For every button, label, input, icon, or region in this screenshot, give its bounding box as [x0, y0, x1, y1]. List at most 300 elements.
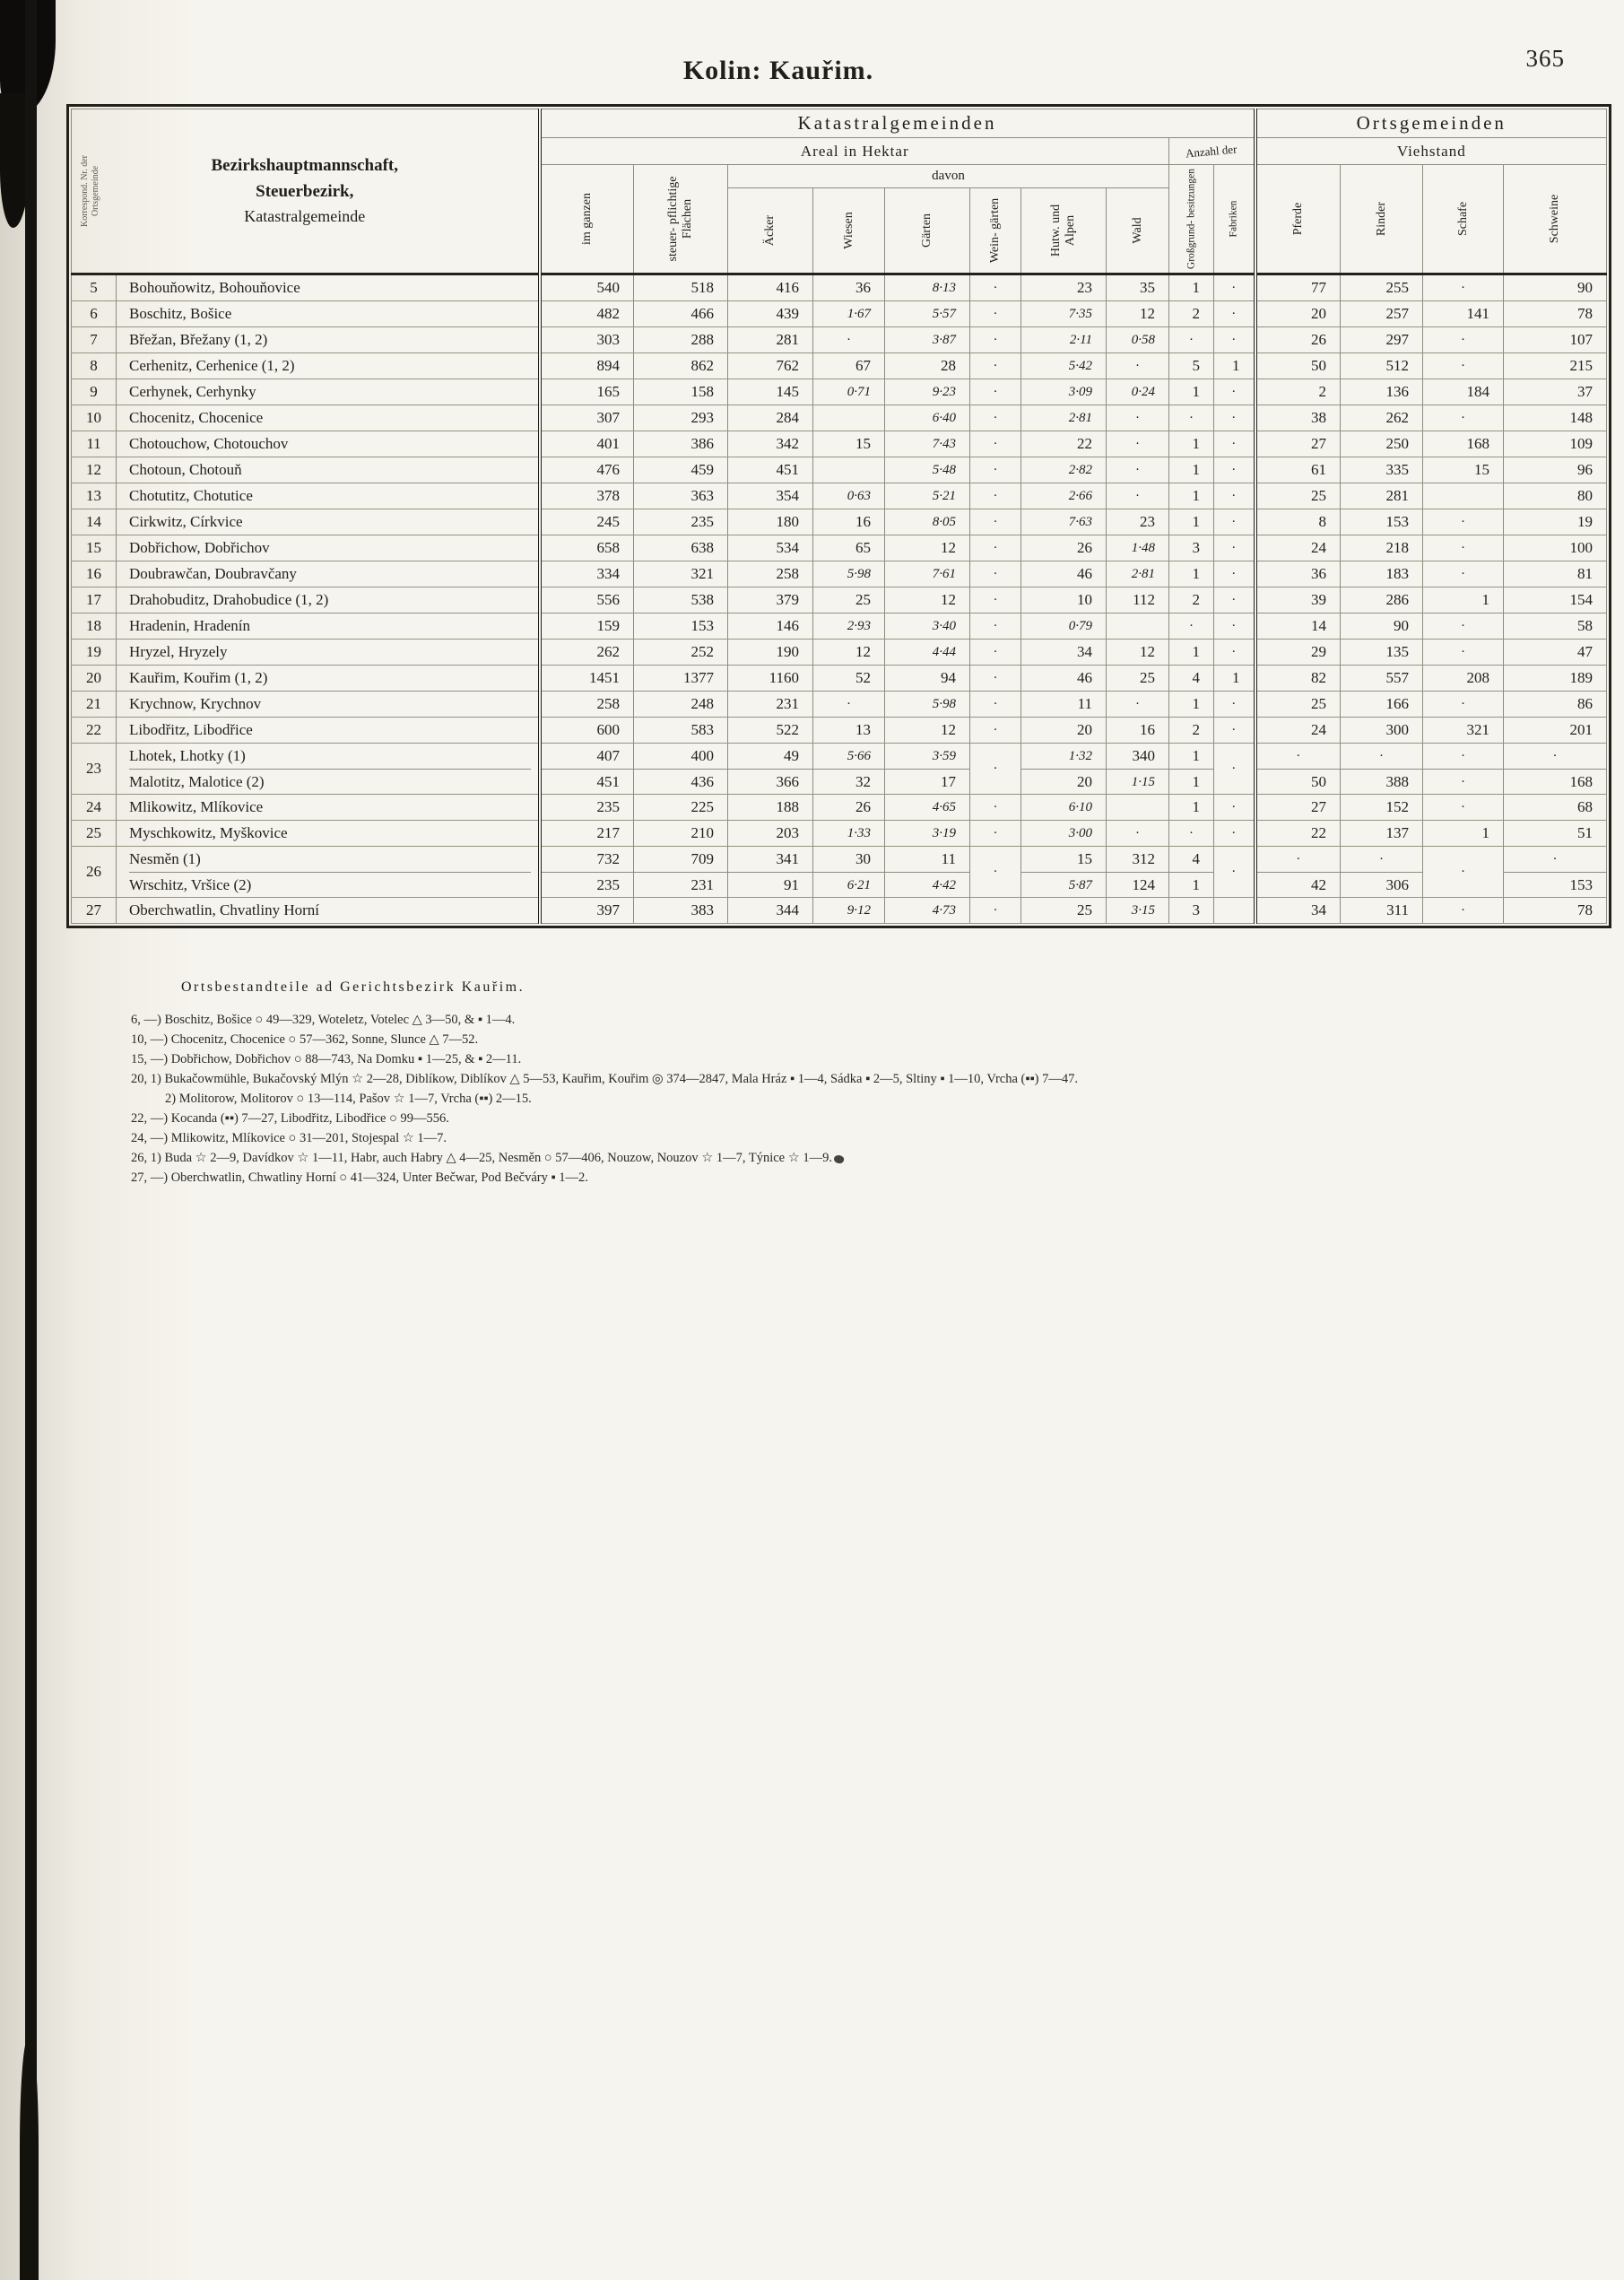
table-row: [72, 301, 1607, 327]
data-cell: 12: [813, 640, 885, 666]
data-cell: ·: [1169, 821, 1214, 847]
data-cell: 8·13: [885, 274, 970, 301]
data-cell: ·: [970, 405, 1021, 431]
data-cell: 1: [1214, 666, 1255, 692]
data-cell: 522: [728, 718, 813, 744]
footnote: 22, —) Kocanda (▪▪) 7—27, Libodřitz, Libodřice ○ 99—556.: [131, 1111, 449, 1126]
corner-line3: Katastralgemeinde: [244, 207, 366, 226]
data-cell: 335: [1341, 457, 1423, 483]
data-cell: ·: [1107, 405, 1169, 431]
data-cell: 0·71: [813, 379, 885, 405]
data-cell: [1107, 614, 1169, 640]
table-row: [72, 535, 1607, 561]
municipality-name: Boschitz, Bošice: [117, 301, 540, 327]
row-number: 7: [72, 327, 117, 353]
col-header-wald: Wald: [1107, 188, 1169, 274]
data-cell: 188: [728, 795, 813, 821]
data-cell: ·: [970, 744, 1021, 795]
data-cell: ·: [970, 718, 1021, 744]
data-cell: ·: [1214, 457, 1255, 483]
data-cell: 1: [1423, 821, 1504, 847]
data-cell: 293: [634, 405, 728, 431]
data-cell: 23: [1107, 509, 1169, 535]
table-row: [72, 587, 1607, 614]
data-cell: 153: [634, 614, 728, 640]
table-row: [72, 718, 1607, 744]
data-cell: 77: [1255, 274, 1341, 301]
data-cell: 556: [540, 587, 634, 614]
data-cell: 709 231: [634, 847, 728, 898]
data-cell: 51: [1504, 821, 1607, 847]
data-cell: 47: [1504, 640, 1607, 666]
data-cell: 540: [540, 274, 634, 301]
data-cell: 67: [813, 353, 885, 379]
group-header-katastralgemeinden: Katastralgemeinden: [540, 109, 1255, 138]
municipality-name: Chotouchow, Chotouchov: [117, 431, 540, 457]
data-cell: 245: [540, 509, 634, 535]
data-cell: 12: [1107, 301, 1169, 327]
data-cell: · 42: [1255, 847, 1341, 898]
data-cell: 303: [540, 327, 634, 353]
row-number: 12: [72, 457, 117, 483]
data-cell: 8·05: [885, 509, 970, 535]
data-cell: [1423, 483, 1504, 509]
table-row: [72, 509, 1607, 535]
municipality-name: Lhotek, Lhotky (1) Malotitz, Malotice (2): [117, 744, 540, 795]
data-cell: 534: [728, 535, 813, 561]
data-cell: 248: [634, 692, 728, 718]
data-cell: 25: [813, 587, 885, 614]
data-cell: ·: [970, 431, 1021, 457]
data-cell: ·: [1214, 509, 1255, 535]
municipality-name: Hradenin, Hradenín: [117, 614, 540, 640]
data-cell: ·: [1423, 847, 1504, 898]
data-cell: 78: [1504, 301, 1607, 327]
data-cell: 258: [540, 692, 634, 718]
data-cell: 0·79: [1021, 614, 1107, 640]
data-cell: ·: [1107, 483, 1169, 509]
col-header-aecker: Äcker: [728, 188, 813, 274]
data-cell: 94: [885, 666, 970, 692]
data-cell: 1: [1169, 483, 1214, 509]
data-cell: 61: [1255, 457, 1341, 483]
municipality-name: Doubrawčan, Doubravčany: [117, 561, 540, 587]
data-cell: 407 451: [540, 744, 634, 795]
data-cell: · 306: [1341, 847, 1423, 898]
municipality-name: Chotoun, Chotouň: [117, 457, 540, 483]
data-cell: 386: [634, 431, 728, 457]
data-cell: 36: [813, 274, 885, 301]
data-cell: 15: [1423, 457, 1504, 483]
data-cell: 482: [540, 301, 634, 327]
data-cell: 1160: [728, 666, 813, 692]
anzahl-der-label: Anzahl der: [1185, 142, 1238, 160]
data-cell: 518: [634, 274, 728, 301]
data-cell: [1214, 898, 1255, 924]
data-cell: 321: [634, 561, 728, 587]
data-cell: 1: [1169, 509, 1214, 535]
data-cell: 36: [1255, 561, 1341, 587]
data-cell: 4·44: [885, 640, 970, 666]
data-cell: 297: [1341, 327, 1423, 353]
data-cell: · ·: [1423, 744, 1504, 795]
data-cell: 100: [1504, 535, 1607, 561]
data-cell: 583: [634, 718, 728, 744]
data-cell: 2·66: [1021, 483, 1107, 509]
data-cell: ·: [1214, 327, 1255, 353]
data-cell: 109: [1504, 431, 1607, 457]
data-cell: ·: [813, 327, 885, 353]
row-number: 16: [72, 561, 117, 587]
row-number: 8: [72, 353, 117, 379]
data-cell: 81: [1504, 561, 1607, 587]
table-row: [72, 795, 1607, 821]
data-cell: 383: [634, 898, 728, 924]
data-cell: ·: [1169, 405, 1214, 431]
data-cell: 24: [1255, 718, 1341, 744]
data-cell: ·: [970, 666, 1021, 692]
data-cell: 321: [1423, 718, 1504, 744]
data-cell: 86: [1504, 692, 1607, 718]
data-cell: 2·11: [1021, 327, 1107, 353]
data-cell: 22: [1021, 431, 1107, 457]
col-header-schweine: Schweine: [1504, 165, 1607, 274]
data-cell: 189: [1504, 666, 1607, 692]
page-number: 365: [1525, 45, 1565, 72]
data-cell: 250: [1341, 431, 1423, 457]
data-cell: ·: [1423, 274, 1504, 301]
data-cell: ·: [1214, 431, 1255, 457]
data-cell: · 153: [1504, 847, 1607, 898]
footnote: 2) Molitorow, Molitorov ○ 13—114, Pašov ☆ 1—7, Vrcha (▪▪) 2—15.: [165, 1092, 532, 1106]
data-cell: 190: [728, 640, 813, 666]
data-cell: 378: [540, 483, 634, 509]
data-cell: 215: [1504, 353, 1607, 379]
data-cell: 25: [1107, 666, 1169, 692]
data-cell: 1·48: [1107, 535, 1169, 561]
data-cell: ·: [970, 898, 1021, 924]
footnote-section: [131, 979, 1566, 1188]
data-cell: 39: [1255, 587, 1341, 614]
data-cell: 3·40: [885, 614, 970, 640]
table-row: [72, 692, 1607, 718]
data-cell: 23: [1021, 274, 1107, 301]
data-cell: 2: [1255, 379, 1341, 405]
data-cell: 307: [540, 405, 634, 431]
data-cell: 159: [540, 614, 634, 640]
table-row: [72, 405, 1607, 431]
data-cell: ·: [970, 274, 1021, 301]
data-cell: 24: [1255, 535, 1341, 561]
data-cell: 1: [1169, 795, 1214, 821]
data-cell: ·: [1214, 301, 1255, 327]
data-cell: 58: [1504, 614, 1607, 640]
data-cell: ·: [1423, 795, 1504, 821]
row-number: 13: [72, 483, 117, 509]
data-cell: 439: [728, 301, 813, 327]
data-cell: 28: [885, 353, 970, 379]
data-cell: 27: [1255, 431, 1341, 457]
table-body: [72, 274, 1607, 924]
data-cell: 1: [1169, 379, 1214, 405]
data-cell: 2·82: [1021, 457, 1107, 483]
data-cell: 15 5·87: [1021, 847, 1107, 898]
data-cell: 153: [1341, 509, 1423, 535]
table-row: [72, 457, 1607, 483]
data-cell: 184: [1423, 379, 1504, 405]
municipality-name: Mlikowitz, Mlíkovice: [117, 795, 540, 821]
data-cell: 10: [1021, 587, 1107, 614]
data-cell: 68: [1504, 795, 1607, 821]
data-cell: 165: [540, 379, 634, 405]
col-header-grossgrundbesitzungen: Großgrund- besitzungen: [1169, 165, 1214, 274]
data-cell: 1377: [634, 666, 728, 692]
data-cell: ·: [1214, 405, 1255, 431]
data-cell: 231: [728, 692, 813, 718]
data-cell: ·: [1214, 561, 1255, 587]
data-cell: 340 1·15: [1107, 744, 1169, 795]
data-cell: 112: [1107, 587, 1169, 614]
data-cell: 894: [540, 353, 634, 379]
municipality-name: Cirkwitz, Církvice: [117, 509, 540, 535]
data-cell: 286: [1341, 587, 1423, 614]
data-cell: [813, 405, 885, 431]
data-cell: 300: [1341, 718, 1423, 744]
data-cell: 90: [1341, 614, 1423, 640]
data-cell: 1: [1423, 587, 1504, 614]
data-cell: ·: [970, 847, 1021, 898]
data-cell: 137: [1341, 821, 1423, 847]
data-cell: 397: [540, 898, 634, 924]
municipality-name: Krychnow, Krychnov: [117, 692, 540, 718]
data-cell: 7·35: [1021, 301, 1107, 327]
data-cell: ·: [970, 353, 1021, 379]
data-cell: 49 366: [728, 744, 813, 795]
statistics-table: [71, 109, 1607, 924]
data-cell: 235: [634, 509, 728, 535]
data-cell: 3·87: [885, 327, 970, 353]
data-cell: 1: [1169, 692, 1214, 718]
table-row: [72, 898, 1607, 924]
data-cell: 168: [1423, 431, 1504, 457]
municipality-name: Cerhenitz, Cerhenice (1, 2): [117, 353, 540, 379]
data-cell: 166: [1341, 692, 1423, 718]
data-cell: ·: [970, 821, 1021, 847]
row-number: 10: [72, 405, 117, 431]
data-cell: ·: [1214, 821, 1255, 847]
data-cell: 11 4·42: [885, 847, 970, 898]
data-cell: ·: [1423, 509, 1504, 535]
data-cell: 732 235: [540, 847, 634, 898]
data-cell: ·: [1423, 561, 1504, 587]
data-cell: 1 1: [1169, 744, 1214, 795]
col-header-weingaerten: Wein- gärten: [970, 188, 1021, 274]
footnote-heading: Ortsbestandteile ad Gerichtsbezirk Kauřim.: [181, 979, 525, 995]
data-cell: 3·15: [1107, 898, 1169, 924]
data-cell: 7·61: [885, 561, 970, 587]
row-number: 26: [72, 847, 117, 898]
row-number: 6: [72, 301, 117, 327]
data-cell: ·: [1214, 483, 1255, 509]
data-cell: 3: [1169, 535, 1214, 561]
data-cell: 203: [728, 821, 813, 847]
col-header-gaerten: Gärten: [885, 188, 970, 274]
data-cell: ·: [970, 614, 1021, 640]
data-cell: 3·00: [1021, 821, 1107, 847]
data-cell: 5·98: [813, 561, 885, 587]
data-cell: 20: [1255, 301, 1341, 327]
footnote: 24, —) Mlikowitz, Mlíkovice ○ 31—201, Stojespal ☆ 1—7.: [131, 1131, 447, 1145]
binding-shadow-bottom: [20, 2038, 39, 2280]
data-cell: ·: [1423, 353, 1504, 379]
data-cell: 1: [1169, 457, 1214, 483]
data-cell: ·: [1107, 692, 1169, 718]
data-cell: 311: [1341, 898, 1423, 924]
data-cell: 762: [728, 353, 813, 379]
table-row: [72, 614, 1607, 640]
data-cell: 638: [634, 535, 728, 561]
data-cell: ·: [970, 692, 1021, 718]
data-cell: ·: [970, 379, 1021, 405]
binding-edge-line: [25, 0, 37, 2280]
data-cell: ·: [970, 795, 1021, 821]
data-cell: ·: [970, 457, 1021, 483]
footnote: 27, —) Oberchwatlin, Chwatliny Horní ○ 41—324, Unter Bečwar, Pod Bečváry ▪ 1—2.: [131, 1170, 588, 1185]
data-cell: 1·32 20: [1021, 744, 1107, 795]
data-cell: 37: [1504, 379, 1607, 405]
col-header-im-ganzen: im ganzen: [540, 165, 634, 274]
col-header-hutweiden-alpen: Hutw. und Alpen: [1021, 188, 1107, 274]
data-cell: 14: [1255, 614, 1341, 640]
municipality-name: Dobřichow, Dobřichov: [117, 535, 540, 561]
data-cell: 288: [634, 327, 728, 353]
row-number: 23: [72, 744, 117, 795]
data-cell: ·: [1423, 692, 1504, 718]
data-cell: 8: [1255, 509, 1341, 535]
data-cell: 38: [1255, 405, 1341, 431]
data-cell: 7·43: [885, 431, 970, 457]
municipality-name: Drahobuditz, Drahobudice (1, 2): [117, 587, 540, 614]
data-cell: 1: [1169, 274, 1214, 301]
col-header-fabriken: Fabriken: [1214, 165, 1255, 274]
footnote: 10, —) Chocenitz, Chocenice ○ 57—362, Sonne, Slunce △ 7—52.: [131, 1032, 479, 1047]
data-cell: 258: [728, 561, 813, 587]
row-number: 22: [72, 718, 117, 744]
data-cell: 400 436: [634, 744, 728, 795]
municipality-name: Kauřim, Kouřim (1, 2): [117, 666, 540, 692]
footnote: 6, —) Boschitz, Bošice ○ 49—329, Woteletz, Votelec △ 3—50, & ▪ 1—4.: [131, 1013, 516, 1027]
data-cell: 46: [1021, 666, 1107, 692]
data-cell: 35: [1107, 274, 1169, 301]
data-cell: 466: [634, 301, 728, 327]
data-cell: 4: [1169, 666, 1214, 692]
data-cell: 2: [1169, 587, 1214, 614]
data-cell: 0·58: [1107, 327, 1169, 353]
data-cell: 0·24: [1107, 379, 1169, 405]
data-cell: 334: [540, 561, 634, 587]
data-cell: 12: [1107, 640, 1169, 666]
corner-line2: Steuerbezirk,: [256, 182, 354, 202]
data-cell: 4·73: [885, 898, 970, 924]
data-cell: ·: [970, 535, 1021, 561]
data-cell: 9·12: [813, 898, 885, 924]
data-cell: ·: [970, 640, 1021, 666]
data-cell: 50: [1255, 353, 1341, 379]
data-cell: 201: [1504, 718, 1607, 744]
municipality-name: Cerhynek, Cerhynky: [117, 379, 540, 405]
group-header-anzahl-der: [1169, 138, 1255, 165]
table-row: [72, 640, 1607, 666]
data-cell: ·: [1423, 327, 1504, 353]
data-cell: 284: [728, 405, 813, 431]
municipality-name: Myschkowitz, Myškovice: [117, 821, 540, 847]
data-cell: 183: [1341, 561, 1423, 587]
data-cell: · 50: [1255, 744, 1341, 795]
group-header-ortsgemeinden: Ortsgemeinden: [1255, 109, 1607, 138]
data-cell: 1: [1169, 640, 1214, 666]
data-cell: ·: [1423, 405, 1504, 431]
data-cell: · 168: [1504, 744, 1607, 795]
side-note: Korrespond. Nr. der Ortsgemeinde: [80, 155, 100, 227]
data-cell: ·: [1169, 327, 1214, 353]
col-header-steuerpflichtige-flaechen: steuer- pflichtige Flächen: [634, 165, 728, 274]
data-cell: ·: [1214, 847, 1255, 898]
table-row: [72, 847, 1607, 898]
footnote: 15, —) Dobřichow, Dobřichov ○ 88—743, Na Domku ▪ 1—25, & ▪ 2—11.: [131, 1052, 522, 1066]
data-cell: 29: [1255, 640, 1341, 666]
data-cell: 6·40: [885, 405, 970, 431]
table-row: [72, 744, 1607, 795]
row-number: 25: [72, 821, 117, 847]
data-cell: ·: [1423, 614, 1504, 640]
data-cell: 255: [1341, 274, 1423, 301]
data-cell: 26: [813, 795, 885, 821]
data-cell: 141: [1423, 301, 1504, 327]
table-row: [72, 666, 1607, 692]
data-cell: [1107, 795, 1169, 821]
footnote: 26, 1) Buda ☆ 2—9, Davídkov ☆ 1—11, Habr, auch Habry △ 4—25, Nesměn ○ 57—406, Nouzow, Nouzov ☆ 1—7, Týnice ☆ 1—9.: [131, 1151, 832, 1165]
data-cell: 158: [634, 379, 728, 405]
data-cell: 5: [1169, 353, 1214, 379]
data-cell: 12: [885, 535, 970, 561]
data-cell: ·: [1169, 614, 1214, 640]
data-cell: 19: [1504, 509, 1607, 535]
data-cell: 107: [1504, 327, 1607, 353]
row-number: 27: [72, 898, 117, 924]
data-cell: ·: [1214, 640, 1255, 666]
data-cell: 20: [1021, 718, 1107, 744]
data-cell: ·: [970, 509, 1021, 535]
row-number: 24: [72, 795, 117, 821]
col-header-wiesen: Wiesen: [813, 188, 885, 274]
data-cell: 235: [540, 795, 634, 821]
data-cell: 538: [634, 587, 728, 614]
data-cell: ·: [1214, 379, 1255, 405]
data-cell: ·: [1107, 457, 1169, 483]
data-cell: 12: [885, 718, 970, 744]
row-number: 19: [72, 640, 117, 666]
table-row: [72, 483, 1607, 509]
data-cell: 2·81: [1021, 405, 1107, 431]
row-number: 18: [72, 614, 117, 640]
corner-line1: Bezirkshauptmannschaft,: [211, 155, 398, 175]
data-cell: ·: [1214, 795, 1255, 821]
data-cell: 3·19: [885, 821, 970, 847]
data-cell: 5·48: [885, 457, 970, 483]
footnote: 20, 1) Bukačowmühle, Bukačovský Mlýn ☆ 2—28, Diblíkow, Diblíkov △ 5—53, Kauřim, Kouřim ◎ 374—2847, Mala Hráz ▪ 1—4, Sádka ▪ 2—5, Sltiny ▪ 1—10, Vrcha (▪▪) 7—47.: [131, 1072, 1078, 1086]
data-cell: 90: [1504, 274, 1607, 301]
data-cell: ·: [1107, 431, 1169, 457]
